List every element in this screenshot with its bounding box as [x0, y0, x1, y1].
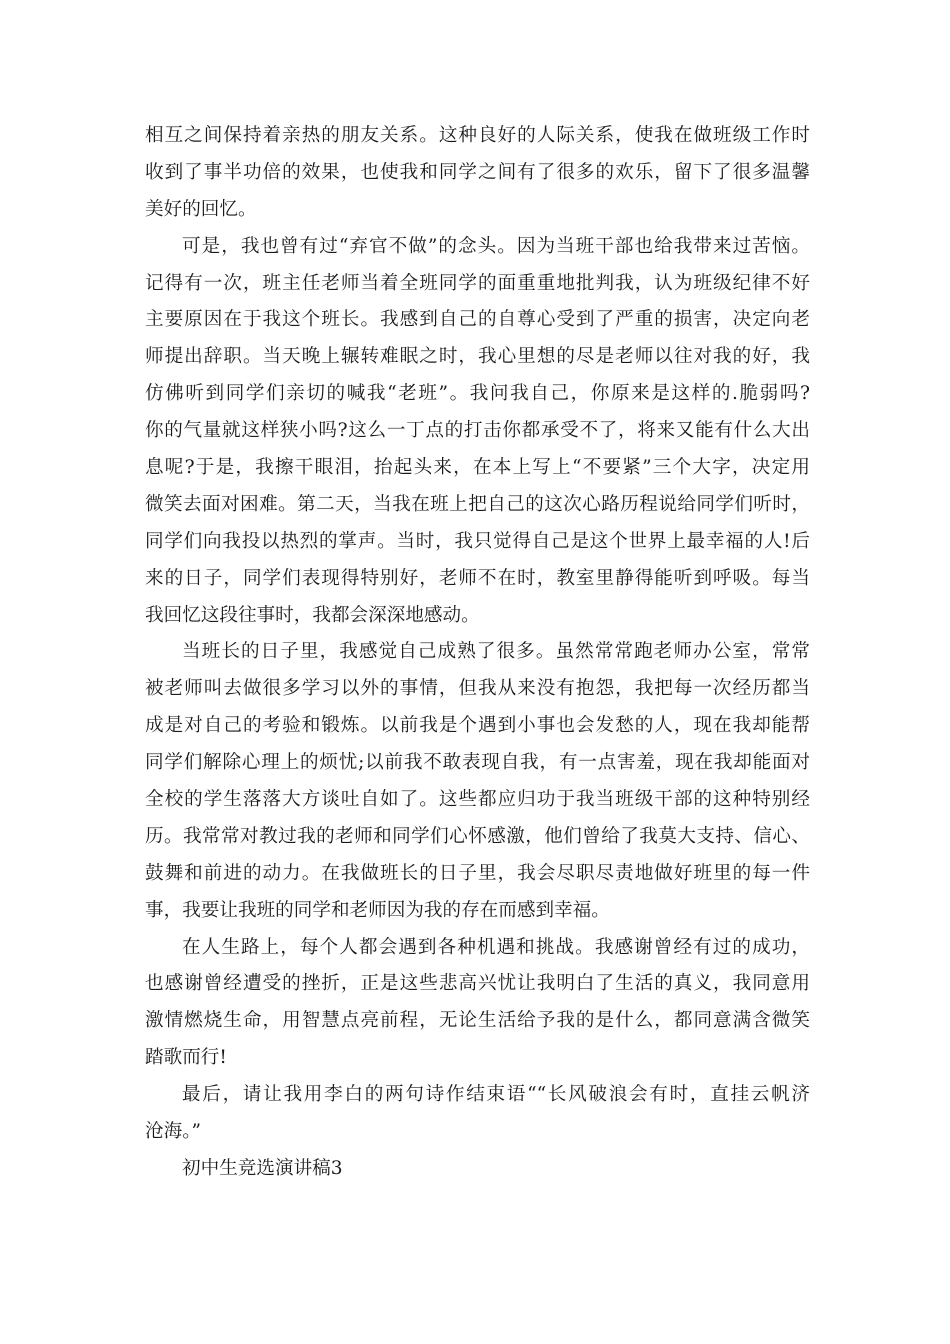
- paragraph-line: 来的日子，同学们表现得特别好，老师不在时，教室里静得能听到呼吸。每当: [145, 567, 810, 589]
- paragraph-line: 被老师叫去做很多学习以外的事情，但我从来没有抱怨，我把每一次经历都当: [145, 678, 810, 700]
- paragraph: [145, 1151, 810, 1188]
- paragraph-line: 同学们向我投以热烈的掌声。当时，我只觉得自己是这个世界上最幸福的人!后: [145, 530, 810, 552]
- paragraph-line: 相互之间保持着亲热的朋友关系。这种良好的人际关系，使我在做班级工作时: [145, 125, 810, 146]
- paragraph: [145, 634, 810, 929]
- paragraph-line: 也感谢曾经遭受的挫折，正是这些悲高兴忧让我明白了生活的真义，我同意用: [145, 973, 810, 995]
- paragraph-line: 微笑去面对困难。第二天，当我在班上把自己的这次心路历程说给同学们听时，: [145, 493, 810, 515]
- paragraph-line: 激情燃烧生命，用智慧点亮前程，无论生活给予我的是什么，都同意满含微笑: [145, 1010, 810, 1032]
- paragraph-line: 当班长的日子里，我感觉自己成熟了很多。虽然常常跑老师办公室，常常: [182, 641, 810, 663]
- paragraph-line: 你的气量就这样狭小吗?这么一丁点的打击你都承受不了，将来又能有什么大出: [145, 420, 810, 442]
- paragraph-line: 师提出辞职。当天晚上辗转难眠之时，我心里想的尽是老师以往对我的好，我: [145, 346, 810, 368]
- paragraph: [145, 118, 810, 229]
- paragraph-line: 在人生路上，每个人都会遇到各种机遇和挑战。我感谢曾经有过的成功，: [182, 936, 810, 958]
- paragraph: [145, 930, 810, 1078]
- paragraph-line: 我回忆这段往事时，我都会深深地感动。: [145, 604, 480, 626]
- paragraph-line: 成是对自己的考验和锻炼。以前我是个遇到小事也会发愁的人，现在我却能帮: [145, 715, 810, 737]
- paragraph-line: 沧海。”: [145, 1121, 201, 1143]
- paragraph-line: 仿佛听到同学们亲切的喊我“老班”。我问我自己，你原来是这样的.脆弱吗?: [145, 383, 810, 405]
- paragraph-line: 息呢?于是，我擦干眼泪，抬起头来，在本上写上“不要紧”三个大字，决定用: [145, 457, 810, 479]
- paragraph-line: 全校的学生落落大方谈吐自如了。这些都应归功于我当班级干部的这种特别经: [145, 789, 810, 811]
- paragraph-line: 同学们解除心理上的烦忧;以前我不敢表现自我，有一点害羞，现在我却能面对: [145, 752, 810, 774]
- paragraph-line: 历。我常常对教过我的老师和同学们心怀感激，他们曾给了我莫大支持、信心、: [145, 825, 810, 847]
- paragraph-line: 事，我要让我班的同学和老师因为我的存在而感到幸福。: [145, 899, 610, 921]
- paragraph-line: 主要原因在于我这个班长。我感到自己的自尊心受到了严重的损害，决定向老: [145, 309, 810, 331]
- paragraph-line: 最后，请让我用李白的两句诗作结束语““长风破浪会有时，直挂云帆济: [182, 1084, 810, 1106]
- paragraph: [145, 1077, 810, 1151]
- paragraph-line: 踏歌而行!: [145, 1047, 227, 1069]
- paragraph-line: 可是，我也曾有过“弃官不做”的念头。因为当班干部也给我带来过苦恼。: [182, 235, 810, 257]
- paragraph-line: 收到了事半功倍的效果，也使我和同学之间有了很多的欢乐，留下了很多温馨: [145, 161, 810, 183]
- paragraph-line: 鼓舞和前进的动力。在我做班长的日子里，我会尽职尽责地做好班里的每一件: [145, 862, 810, 884]
- paragraph-line: 初中生竞选演讲稿3: [182, 1157, 343, 1179]
- paragraph: [145, 229, 810, 635]
- paragraph-line: 记得有一次，班主任老师当着全班同学的面重重地批判我，认为班级纪律不好: [145, 272, 810, 294]
- document-body: [145, 118, 810, 1188]
- paragraph-line: 美好的回忆。: [145, 198, 257, 220]
